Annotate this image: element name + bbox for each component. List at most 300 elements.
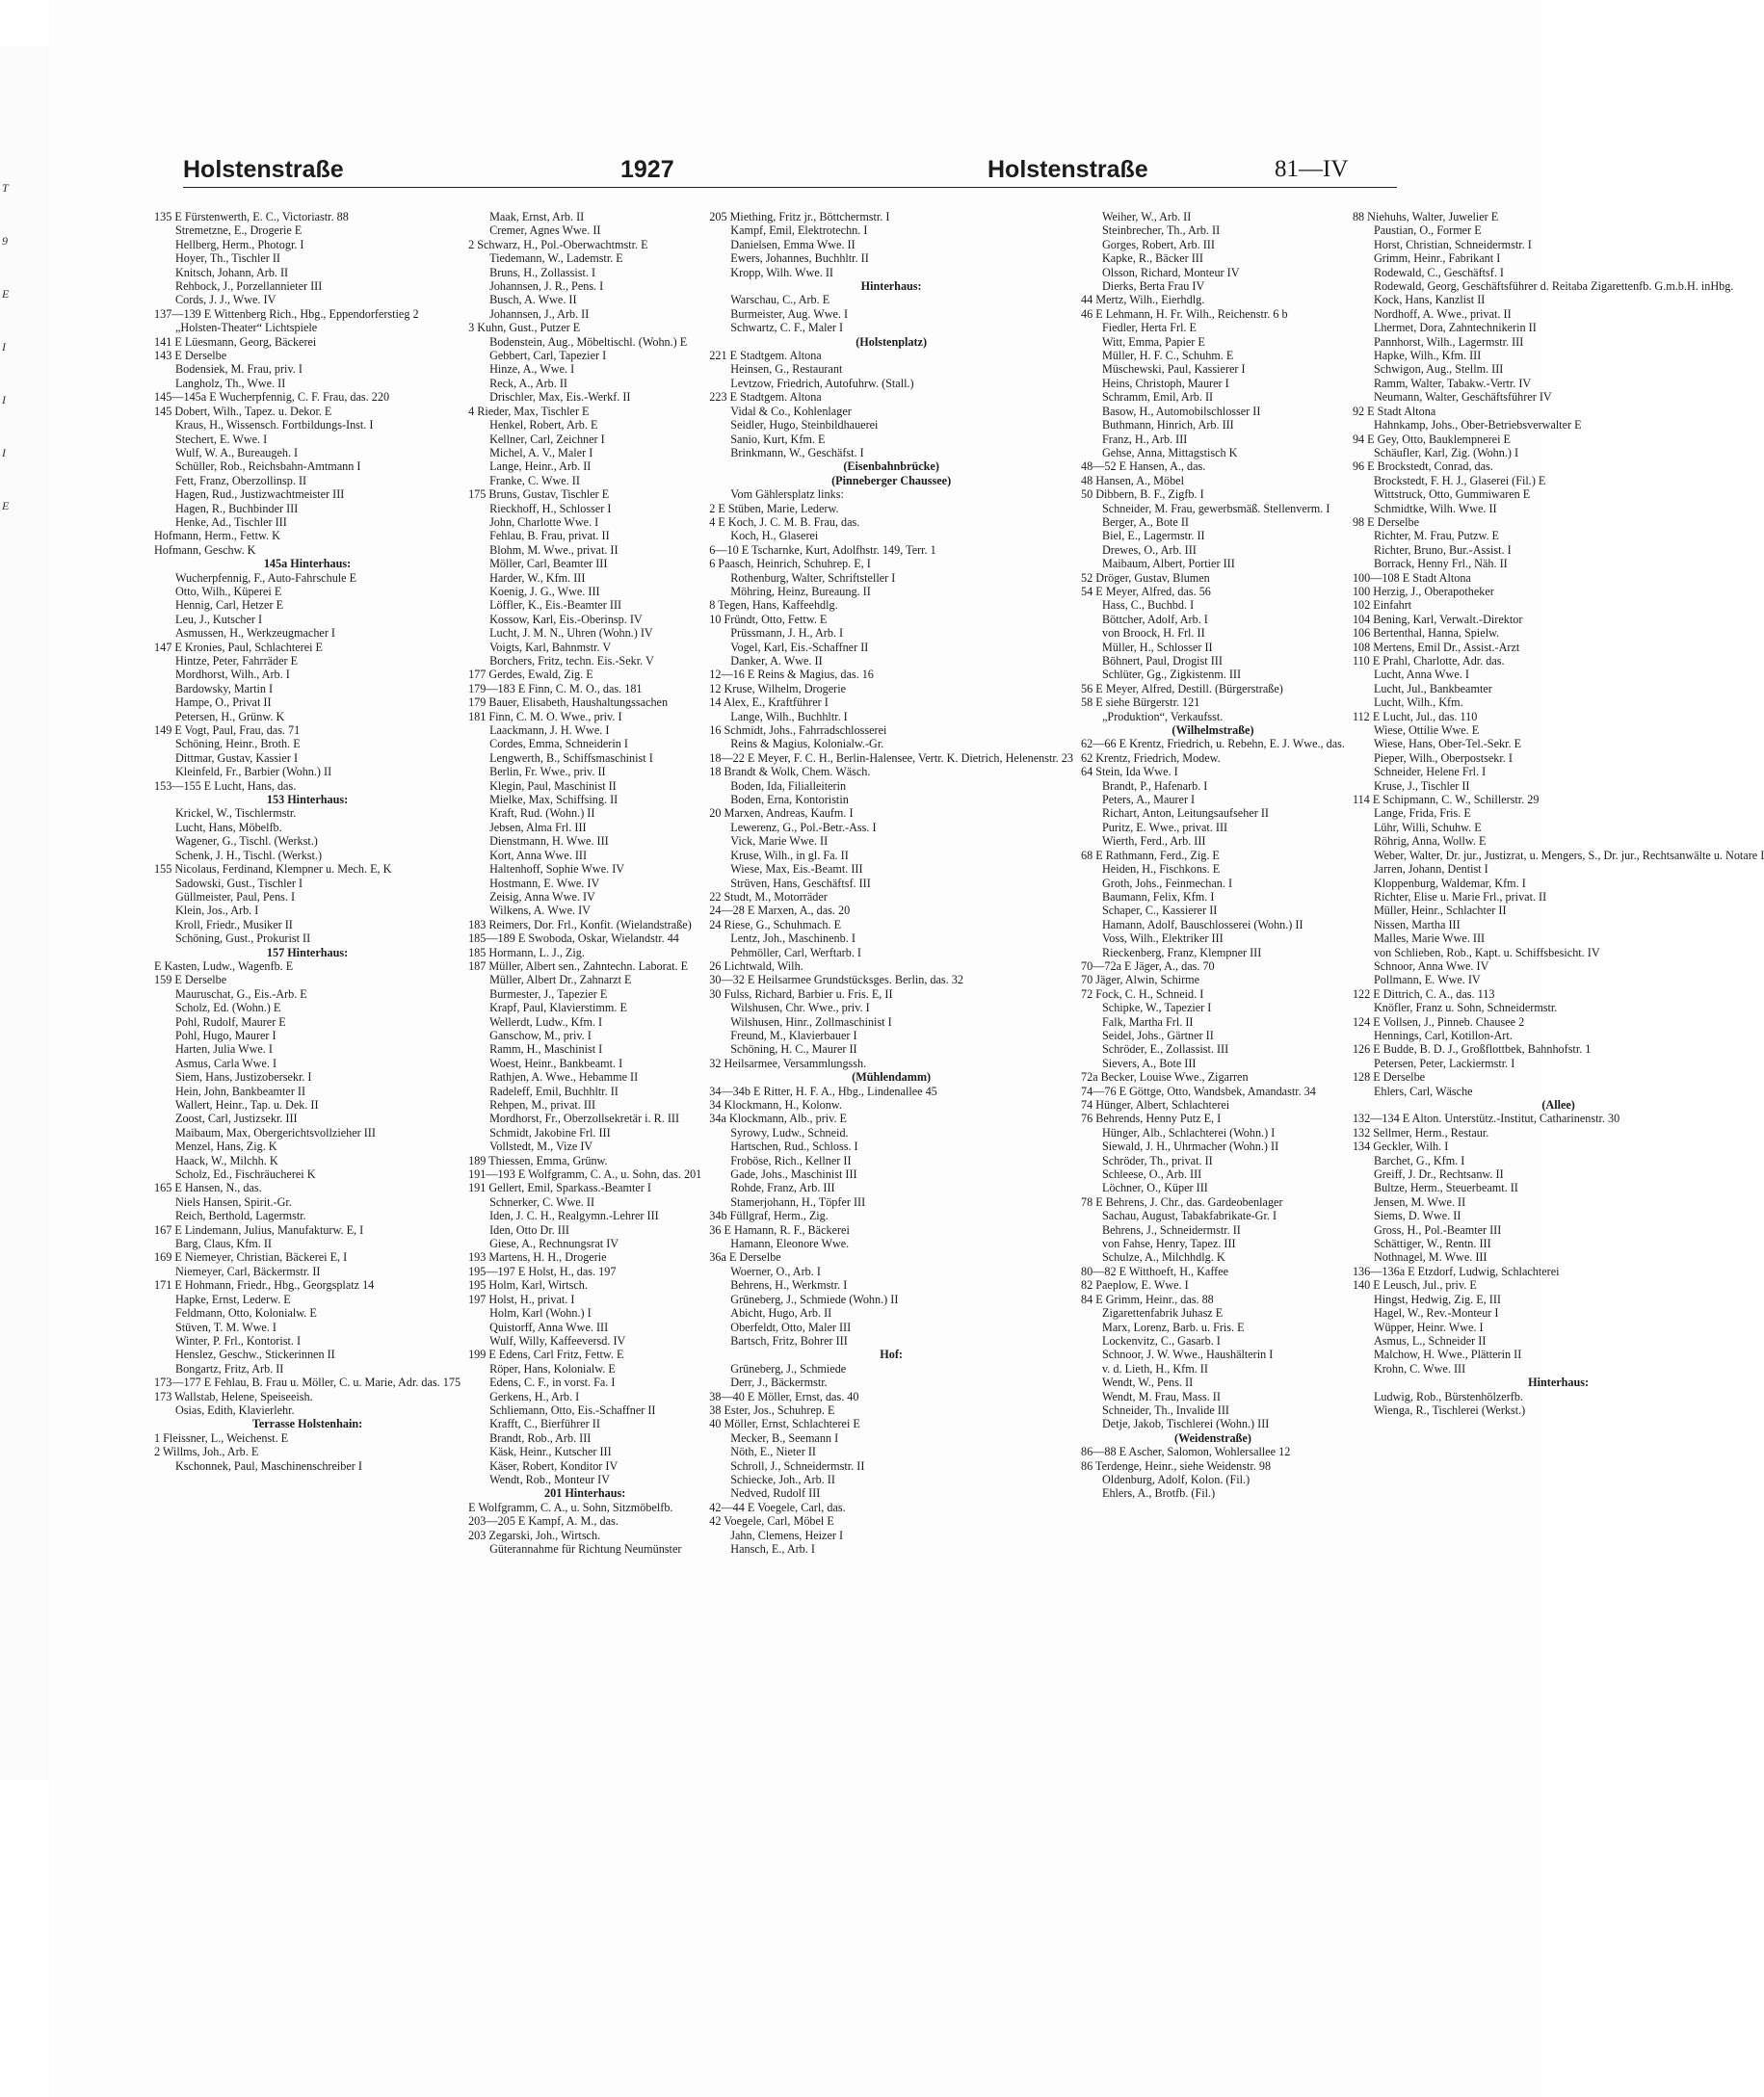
directory-entry: „Produktion“, Verkaufsst. (1102, 709, 1224, 723)
directory-entry: Müller, H., Schlosser II (1102, 640, 1213, 654)
directory-entry: 193 Martens, H. H., Drogerie (468, 1250, 607, 1265)
directory-entry: 36a E Derselbe (709, 1250, 781, 1265)
directory-entry: 86—88 E Ascher, Salomon, Wohlersallee 12 (1081, 1445, 1291, 1459)
directory-entry: Behrens, H., Werkmstr. I (730, 1278, 848, 1293)
directory-entry: 8 Tegen, Hans, Kaffeehdlg. (709, 598, 838, 613)
directory-entry: Langholz, Th., Wwe. II (175, 376, 286, 390)
directory-entry: 104 Bening, Karl, Verwalt.-Direktor (1352, 612, 1523, 626)
header-year: 1927 (620, 156, 674, 183)
directory-entry: 78 E Behrens, J. Chr., das. Gardeobenlager (1081, 1194, 1283, 1209)
directory-entry: Ramm, Walter, Tabakw.-Vertr. IV (1373, 376, 1532, 390)
directory-entry: Rodewald, C., Geschäftsf. I (1373, 265, 1504, 279)
directory-entry: Nordhoff, A. Wwe., privat. II (1373, 306, 1512, 321)
directory-entry: Rothenburg, Walter, Schriftsteller I (730, 570, 896, 585)
directory-entry: Lengwerth, B., Schiffsmaschinist I (489, 750, 653, 765)
directory-entry: Hoyer, Th., Tischler II (175, 251, 280, 266)
directory-entry: Tiedemann, W., Lademstr. E (489, 251, 623, 266)
directory-entry: Brandt, Rob., Arb. III (489, 1430, 592, 1445)
directory-entry: Hartschen, Rud., Schloss. I (730, 1140, 858, 1154)
directory-entry: Radeleff, Emil, Buchhltr. II (489, 1084, 619, 1098)
previous-page-fragment: E (2, 287, 10, 301)
directory-entry: 147 E Kronies, Paul, Schlachterei E (154, 640, 323, 654)
directory-entry: Schneider, M. Frau, gewerbsmäß. Stellenverm. I (1102, 501, 1330, 515)
directory-entry: Malchow, H. Wwe., Plätterin II (1373, 1348, 1522, 1362)
directory-entry: E Kasten, Ludw., Wagenfb. E (154, 958, 294, 973)
directory-entry: Iden, Otto Dr. III (489, 1222, 569, 1237)
directory-entry: Cordes, Emma, Schneiderin I (489, 737, 628, 751)
directory-entry: Klein, Jos., Arb. I (175, 904, 259, 918)
directory-entry: Wallert, Heinr., Tap. u. Dek. II (175, 1098, 319, 1112)
directory-entry: Müller, H. F. C., Schuhm. E (1102, 349, 1234, 363)
directory-entry: 14 Alex, E., Kraftführer I (709, 695, 829, 710)
directory-entry: Bodensiek, M. Frau, priv. I (175, 362, 303, 377)
directory-entry: Kschonnek, Paul, Maschinenschreiber I (175, 1458, 362, 1473)
directory-entry: 124 E Vollsen, J., Pinneb. Chausee 2 (1352, 1014, 1525, 1029)
previous-page-edge (0, 46, 49, 1780)
directory-entry: 191 Gellert, Emil, Sparkass.-Beamter I (468, 1181, 651, 1195)
directory-entry: 157 Hinterhaus: (266, 945, 349, 959)
directory-entry: Hamann, Eleonore Wwe. (730, 1237, 850, 1251)
directory-entry: 18 Brandt & Wolk, Chem. Wäsch. (709, 765, 871, 779)
directory-entry: Lange, Frida, Fris. E (1373, 806, 1471, 821)
directory-entry: Hansch, E., Arb. I (730, 1542, 815, 1556)
directory-entry: 64 Stein, Ida Wwe. I (1081, 765, 1178, 779)
directory-entry: 54 E Meyer, Alfred, das. 56 (1081, 584, 1211, 598)
directory-entry: Schaper, C., Kassierer II (1102, 904, 1218, 918)
directory-columns (154, 210, 1764, 1973)
directory-entry: Horst, Christian, Schneidermstr. I (1373, 237, 1532, 251)
directory-entry: 44 Mertz, Wilh., Eierhdlg. (1081, 293, 1205, 307)
header-street-right: Holstenstraße (987, 156, 1148, 183)
directory-entry: 56 E Meyer, Alfred, Destill. (Bürgerstraße) (1081, 681, 1283, 695)
directory-entry: 189 Thiessen, Emma, Grünw. (468, 1153, 608, 1167)
directory-entry: 48 Hansen, A., Möbel (1081, 473, 1184, 487)
directory-entry: 181 Finn, C. M. O. Wwe., priv. I (468, 709, 622, 723)
directory-entry: Gerkens, H., Arb. I (489, 1389, 580, 1403)
directory-entry: Vidal & Co., Kohlenlager (730, 404, 852, 418)
directory-entry: Seidler, Hugo, Steinbildhauerei (730, 418, 879, 433)
directory-entry: Levtzow, Friedrich, Autofuhrw. (Stall.) (730, 376, 914, 390)
directory-entry: 137—139 E Wittenberg Rich., Hbg., Eppendorferstieg 2 (154, 306, 419, 321)
directory-entry: 46 E Lehmann, H. Fr. Wilh., Reichenstr. 6 b (1081, 306, 1288, 321)
directory-entry: Wendt, M. Frau, Mass. II (1102, 1389, 1221, 1403)
directory-entry: Kruse, J., Tischler II (1373, 778, 1470, 793)
directory-entry: Koenig, J. G., Wwe. III (489, 584, 600, 598)
directory-entry: Baumann, Felix, Kfm. I (1102, 889, 1215, 904)
directory-entry: Wiese, Ottilie Wwe. E (1373, 723, 1480, 738)
directory-entry: 145a Hinterhaus: (263, 557, 352, 571)
directory-entry: Krafft, C., Bierführer II (489, 1417, 600, 1431)
directory-entry: von Fahse, Henry, Tapez. III (1102, 1237, 1236, 1251)
directory-entry: Hingst, Hedwig, Zig. E, III (1373, 1292, 1501, 1306)
directory-entry: Terrasse Holstenhain: (251, 1417, 363, 1431)
directory-entry: Pehmöller, Carl, Werftarb. I (730, 945, 861, 959)
directory-entry: 6 Paasch, Heinrich, Schuhrep. E, I (709, 557, 871, 571)
directory-entry: Hagel, W., Rev.-Monteur I (1373, 1306, 1499, 1321)
directory-entry: Jarren, Johann, Dentist I (1373, 862, 1488, 877)
directory-entry: Olsson, Richard, Monteur IV (1102, 265, 1240, 279)
directory-entry: 50 Dibbern, B. F., Zigfb. I (1081, 487, 1204, 502)
directory-entry: Wagener, G., Tischl. (Werkst.) (175, 834, 318, 849)
directory-entry: Hennings, Carl, Kotillon-Art. (1373, 1028, 1513, 1042)
directory-entry: Richter, Bruno, Bur.-Assist. I (1373, 542, 1512, 557)
directory-entry: Haack, W., Milchh. K (175, 1153, 278, 1167)
directory-entry: Löchner, O., Küper III (1102, 1181, 1208, 1195)
directory-column-2 (468, 210, 701, 1973)
directory-entry: Wendt, W., Pens. II (1102, 1376, 1194, 1390)
directory-entry: Berger, A., Bote II (1102, 514, 1189, 529)
directory-entry: Rieckhoff, H., Schlosser I (489, 501, 612, 515)
directory-entry: Kraus, H., Wissensch. Fortbildungs-Inst. I (175, 418, 374, 433)
directory-entry: Lange, Heinr., Arb. II (489, 459, 592, 474)
directory-entry: Schöning, Heinr., Broth. E (175, 737, 301, 751)
directory-entry: Schramm, Emil, Arb. II (1102, 390, 1214, 405)
directory-page (48, 0, 1764, 2097)
directory-entry: Woest, Heinr., Bankbeamt. I (489, 1056, 623, 1070)
directory-entry: 84 E Grimm, Heinr., das. 88 (1081, 1292, 1214, 1306)
directory-entry: v. d. Lieth, H., Kfm. II (1102, 1361, 1208, 1376)
directory-entry: Burmester, J., Tapezier E (489, 986, 608, 1001)
directory-entry: 122 E Dittrich, C. A., das. 113 (1352, 986, 1495, 1001)
directory-entry: Ganschow, M., priv. I (489, 1028, 592, 1042)
directory-entry: Schöning, Gust., Prokurist II (175, 931, 311, 946)
directory-entry: Siems, D. Wwe. II (1373, 1209, 1461, 1223)
directory-entry: Knöfler, Franz u. Sohn, Schneidermstr. (1373, 1001, 1558, 1015)
directory-entry: Falk, Martha Frl. II (1102, 1014, 1194, 1029)
directory-entry: 205 Miething, Fritz jr., Böttchermstr. I (709, 210, 890, 223)
directory-entry: Otto, Wilh., Küperei E (175, 584, 282, 598)
directory-entry: Wüpper, Heinr. Wwe. I (1373, 1320, 1484, 1334)
directory-entry: Schlüter, Gg., Zigkistenm. III (1102, 668, 1242, 682)
directory-entry: Asmus, L., Schneider II (1373, 1333, 1487, 1348)
directory-entry: Nedved, Rudolf III (730, 1486, 821, 1501)
directory-entry: 141 E Lüesmann, Georg, Bäckerei (154, 334, 317, 349)
directory-entry: von Schlieben, Rob., Kapt. u. Schiffsbesicht. IV (1373, 945, 1600, 959)
directory-entry: Lucht, Anna Wwe. I (1373, 668, 1469, 682)
directory-entry: 179—183 E Finn, C. M. O., das. 181 (468, 681, 643, 695)
directory-entry: Heinsen, G., Restaurant (730, 362, 843, 377)
directory-entry: Sadowski, Gust., Tischler I (175, 876, 303, 890)
previous-page-fragment: I (2, 446, 6, 459)
directory-entry: Seidel, Johs., Gärtner II (1102, 1028, 1214, 1042)
directory-entry: 34b Füllgraf, Herm., Zig. (709, 1209, 829, 1223)
directory-entry: 52 Dröger, Gustav, Blumen (1081, 570, 1210, 585)
directory-entry: Grimm, Heinr., Fabrikant I (1373, 251, 1501, 266)
directory-entry: Möller, Carl, Beamter III (489, 557, 608, 571)
directory-entry: (Holstenplatz) (856, 334, 928, 349)
directory-entry: Sachau, August, Tabakfabrikate-Gr. I (1102, 1209, 1277, 1223)
directory-entry: 12 Kruse, Wilhelm, Drogerie (709, 681, 847, 695)
directory-entry: Laackmann, J. H. Wwe. I (489, 723, 610, 738)
directory-entry: 183 Reimers, Dor. Frl., Konfit. (Wielandstraße) (468, 917, 692, 931)
directory-entry: Wucherpfennig, F., Auto-Fahrschule E (175, 570, 357, 585)
directory-entry: Lucht, Wilh., Kfm. (1373, 695, 1463, 710)
directory-entry: Müller, Albert Dr., Zahnarzt E (489, 973, 632, 987)
directory-entry: Basow, H., Automobilschlosser II (1102, 404, 1261, 418)
directory-entry: Kossow, Karl, Eis.-Oberinsp. IV (489, 612, 643, 626)
directory-entry: Grüneberg, J., Schmiede (730, 1361, 847, 1376)
directory-entry: Wiese, Hans, Ober-Tel.-Sekr. E (1373, 737, 1522, 751)
directory-entry: 94 E Gey, Otto, Bauklempnerei E (1352, 432, 1511, 446)
directory-entry: Müller, Heinr., Schlachter II (1373, 904, 1507, 918)
directory-entry: Stremetzne, E., Drogerie E (175, 223, 303, 238)
directory-entry: Schenk, J. H., Tischl. (Werkst.) (175, 848, 323, 862)
directory-entry: 102 Einfahrt (1352, 598, 1412, 613)
directory-entry: 62—66 E Krentz, Friedrich, u. Rebehn, E. J. Wwe., das. (1081, 737, 1345, 751)
directory-entry: Bultze, Herm., Steuerbeamt. II (1373, 1181, 1518, 1195)
directory-entry: Schulze, A., Milchhdlg. K (1102, 1250, 1225, 1265)
directory-entry: Borrack, Henny Frl., Näh. II (1373, 557, 1508, 571)
directory-entry: 16 Schmidt, Johs., Fahrradschlosserei (709, 723, 887, 738)
directory-entry: Brandt, P., Hafenarb. I (1102, 778, 1208, 793)
directory-entry: Schneider, Th., Invalide III (1102, 1402, 1229, 1417)
directory-entry: (Wilhelmstraße) (1172, 723, 1254, 738)
directory-entry: Wendt, Rob., Monteur IV (489, 1472, 611, 1486)
directory-entry: Schnoor, J. W. Wwe., Haushälterin I (1102, 1348, 1274, 1362)
directory-entry: Kock, Hans, Kanzlist II (1373, 293, 1486, 307)
directory-entry: Prüssmann, J. H., Arb. I (730, 626, 844, 641)
directory-entry: Biel, E., Lagermstr. II (1102, 529, 1205, 543)
directory-entry: Stamerjohann, H., Töpfer III (730, 1194, 866, 1209)
directory-entry: 221 E Stadtgem. Altona (709, 349, 822, 363)
directory-entry: 30 Fulss, Richard, Barbier u. Fris. E, II (709, 986, 893, 1001)
directory-entry: von Broock, H. Frl. II (1102, 626, 1205, 641)
directory-entry: Müschewski, Paul, Kassierer I (1102, 362, 1246, 377)
directory-entry: Zeisig, Anna Wwe. IV (489, 889, 595, 904)
directory-entry: 199 E Edens, Carl Fritz, Fettw. E (468, 1348, 624, 1362)
directory-entry: Kraft, Rud. (Wohn.) II (489, 806, 595, 821)
directory-entry: Steinbrecher, Th., Arb. II (1102, 223, 1221, 238)
directory-entry: Woerner, O., Arb. I (730, 1264, 821, 1278)
directory-entry: 34—34b E Ritter, H. F. A., Hbg., Lindenallee 45 (709, 1084, 937, 1098)
directory-entry: Wulf, Willy, Kaffeeversd. IV (489, 1333, 626, 1348)
directory-entry: Niels Hansen, Spirit.-Gr. (175, 1194, 292, 1209)
directory-entry: Malles, Marie Wwe. III (1373, 931, 1486, 946)
directory-entry: 126 E Budde, B. D. J., Großflottbek, Bahnhofstr. 1 (1352, 1042, 1592, 1057)
directory-entry: Schöning, H. C., Maurer II (730, 1042, 857, 1057)
directory-entry: 110 E Prahl, Charlotte, Adr. das. (1352, 654, 1505, 668)
directory-entry: Michel, A. V., Maler I (489, 445, 593, 459)
directory-entry: 40 Möller, Ernst, Schlachterei E (709, 1417, 860, 1431)
directory-entry: Voss, Wilh., Elektriker III (1102, 931, 1224, 946)
directory-entry: 145 Dobert, Wilh., Tapez. u. Dekor. E (154, 404, 332, 418)
directory-entry: Schüller, Rob., Reichsbahn-Amtmann I (175, 459, 361, 474)
directory-entry: Oldenburg, Adolf, Kolon. (Fil.) (1102, 1472, 1251, 1486)
directory-entry: Niemeyer, Carl, Bäckermstr. II (175, 1264, 321, 1278)
directory-entry: Hagen, R., Buchbinder III (175, 501, 299, 515)
directory-entry: Schnerker, C. Wwe. II (489, 1194, 594, 1209)
directory-entry: Schmidtke, Wilh. Wwe. II (1373, 501, 1497, 515)
directory-entry: 74 Hünger, Albert, Schlachterei (1081, 1098, 1230, 1112)
directory-entry: Güterannahme für Richtung Neumünster (489, 1542, 682, 1556)
directory-entry: 173—177 E Fehlau, B. Frau u. Möller, C. u. Marie, Adr. das. 175 (154, 1376, 461, 1390)
directory-entry: 167 E Lindemann, Julius, Manufakturw. E, I (154, 1222, 364, 1237)
directory-entry: Puritz, E. Wwe., privat. III (1102, 820, 1228, 834)
directory-entry: Jahn, Clemens, Heizer I (730, 1528, 844, 1542)
directory-entry: (Pinneberger Chaussee) (831, 473, 952, 487)
directory-entry: 191—193 E Wolfgramm, C. A., u. Sohn, das. 201 (468, 1167, 702, 1182)
directory-entry: Vick, Marie Wwe. II (730, 834, 829, 849)
directory-entry: Osias, Edith, Klavierlehr. (175, 1402, 295, 1417)
directory-entry: 179 Bauer, Elisabeth, Haushaltungssachen (468, 695, 669, 710)
directory-entry: Hünger, Alb., Schlachterei (Wohn.) I (1102, 1125, 1276, 1140)
directory-entry: Petersen, Peter, Lackiermstr. I (1373, 1056, 1515, 1070)
directory-entry: Schneider, Helene Frl. I (1373, 765, 1487, 779)
directory-entry: 38 Ester, Jos., Schuhrep. E (709, 1402, 835, 1417)
directory-entry: Lühr, Willi, Schuhw. E (1373, 820, 1482, 834)
directory-entry: 26 Lichtwald, Wilh. (709, 958, 803, 973)
directory-entry: 2 Willms, Joh., Arb. E (154, 1445, 259, 1459)
directory-entry: Hof: (880, 1348, 903, 1362)
directory-entry: 1 Fleissner, L., Weichenst. E (154, 1430, 289, 1445)
directory-entry: Weiher, W., Arb. II (1102, 210, 1192, 223)
directory-entry: Hapke, Wilh., Kfm. III (1373, 349, 1482, 363)
directory-entry: Lhermet, Dora, Zahntechnikerin II (1373, 321, 1537, 335)
directory-entry: Hintze, Peter, Fahrräder E (175, 654, 299, 668)
directory-entry: Quistorff, Anna Wwe. III (489, 1320, 609, 1334)
directory-entry: Richart, Anton, Leitungsaufseher II (1102, 806, 1269, 821)
directory-entry: Voigts, Karl, Bahnmstr. V (489, 640, 612, 654)
directory-entry: 203 Zegarski, Joh., Wirtsch. (468, 1528, 601, 1542)
directory-entry: Richter, Elise u. Marie Frl., privat. II (1373, 889, 1547, 904)
directory-entry: Dierks, Berta Frau IV (1102, 279, 1205, 294)
directory-entry: 48—52 E Hansen, A., das. (1081, 459, 1206, 474)
directory-entry: 132—134 E Alton. Unterstütz.-Institut, Catharinenstr. 30 (1352, 1112, 1620, 1126)
directory-entry: Hinterhaus: (1528, 1376, 1590, 1390)
directory-entry: Wittstruck, Otto, Gummiwaren E (1373, 487, 1531, 502)
directory-entry: 153 Hinterhaus: (266, 793, 349, 807)
directory-entry: Hamann, Adolf, Bauschlosserei (Wohn.) II (1102, 917, 1303, 931)
directory-entry: Drewes, O., Arb. III (1102, 542, 1197, 557)
directory-entry: Paustian, O., Former E (1373, 223, 1482, 238)
directory-entry: 171 E Hohmann, Friedr., Hbg., Georgsplatz 14 (154, 1278, 375, 1293)
directory-entry: Böttcher, Adolf, Arb. I (1102, 612, 1208, 626)
directory-entry: Johannsen, J., Arb. II (489, 306, 590, 321)
directory-entry: Asmus, Carla Wwe. I (175, 1056, 277, 1070)
directory-entry: Brockstedt, F. H. J., Glaserei (Fil.) E (1373, 473, 1546, 487)
directory-entry: Nothnagel, M. Wwe. III (1373, 1250, 1488, 1265)
directory-entry: Behrens, J., Schneidermstr. II (1102, 1222, 1241, 1237)
directory-entry: Syrowy, Ludw., Schneid. (730, 1125, 849, 1140)
directory-entry: 86 Terdenge, Heinr., siehe Weidenstr. 98 (1081, 1458, 1272, 1473)
directory-entry: 22 Studt, M., Motorräder (709, 889, 828, 904)
directory-entry: Wienga, R., Tischlerei (Werkst.) (1373, 1402, 1526, 1417)
directory-entry: Ehlers, A., Brotfb. (Fil.) (1102, 1486, 1216, 1501)
directory-entry: Rathjen, A. Wwe., Hebamme II (489, 1070, 639, 1085)
directory-entry: (Eisenbahnbrücke) (843, 459, 939, 474)
directory-entry: Röper, Hans, Kolonialw. E (489, 1361, 616, 1376)
directory-entry: Petersen, H., Grünw. K (175, 709, 285, 723)
directory-entry: Barchet, G., Kfm. I (1373, 1153, 1465, 1167)
directory-entry: Derr, J., Bäckermstr. (730, 1376, 828, 1390)
directory-entry: Käsk, Heinr., Kutscher III (489, 1445, 612, 1459)
directory-entry: Dittmar, Gustav, Kassier I (175, 750, 298, 765)
directory-entry: Hein, John, Bankbeamter II (175, 1084, 306, 1098)
directory-entry: Lewerenz, G., Pol.-Betr.-Ass. I (730, 820, 877, 834)
directory-entry: Zoost, Carl, Justizsekr. III (175, 1112, 298, 1126)
directory-entry: Rieckenberg, Franz, Klempner III (1102, 945, 1262, 959)
directory-entry: 12—16 E Reins & Magius, das. 16 (709, 668, 874, 682)
directory-entry: 149 E Vogt, Paul, Frau, das. 71 (154, 723, 301, 738)
directory-entry: Johannsen, J. R., Pens. I (489, 279, 604, 294)
directory-entry: Rehpen, M., privat. III (489, 1098, 596, 1112)
directory-entry: 155 Nicolaus, Ferdinand, Klempner u. Mech. E, K (154, 862, 392, 877)
directory-entry: Grüneberg, J., Schmiede (Wohn.) II (730, 1292, 899, 1306)
directory-entry: 100—108 E Stadt Altona (1352, 570, 1471, 585)
directory-entry: 223 E Stadtgem. Altona (709, 390, 822, 405)
directory-entry: Iden, J. C. H., Realgymn.-Lehrer III (489, 1209, 659, 1223)
directory-entry: Ramm, H., Maschinist I (489, 1042, 603, 1057)
directory-entry: Fehlau, B. Frau, privat. II (489, 529, 610, 543)
directory-entry: Leu, J., Kutscher I (175, 612, 263, 626)
directory-entry: Krapf, Paul, Klavierstimm. E (489, 1001, 627, 1015)
directory-entry: Nöth, E., Nieter II (730, 1445, 816, 1459)
directory-entry: Dienstmann, H. Wwe. III (489, 834, 609, 849)
directory-entry: Buthmann, Hinrich, Arb. III (1102, 418, 1234, 433)
directory-entry: Löffler, K., Eis.-Beamter III (489, 598, 622, 613)
directory-entry: Marx, Lorenz, Barb. u. Fris. E (1102, 1320, 1245, 1334)
directory-entry: 195—197 E Holst, H., das. 197 (468, 1264, 617, 1278)
directory-entry: Fett, Franz, Oberzollinsp. II (175, 473, 307, 487)
directory-entry: Hass, C., Buchbd. I (1102, 598, 1195, 613)
directory-entry: 143 E Derselbe (154, 349, 227, 363)
directory-entry: Cords, J. J., Wwe. IV (175, 293, 276, 307)
directory-entry: Hampe, O., Privat II (175, 695, 272, 710)
directory-entry: Bruns, H., Zollassist. I (489, 265, 596, 279)
directory-entry: E Wolfgramm, C. A., u. Sohn, Sitzmöbelfb. (468, 1500, 673, 1514)
directory-entry: Barg, Claus, Kfm. II (175, 1237, 272, 1251)
directory-entry: Strüven, Hans, Geschäftsf. III (730, 876, 871, 890)
directory-entry: Witt, Emma, Papier E (1102, 334, 1205, 349)
directory-entry: Edens, C. F., in vorst. Fa. I (489, 1376, 616, 1390)
directory-entry: Schiecke, Joh., Arb. II (730, 1472, 835, 1486)
directory-entry: 30—32 E Heilsarmee Grundstücksges. Berlin, das. 32 (709, 973, 963, 987)
directory-entry: Rehbock, J., Porzellannieter III (175, 279, 323, 294)
directory-entry: Schleese, O., Arb. III (1102, 1167, 1202, 1182)
directory-entry: Käser, Robert, Konditor IV (489, 1458, 619, 1473)
directory-entry: 70 Jäger, Alwin, Schirme (1081, 973, 1200, 987)
directory-entry: Wierth, Ferd., Arb. III (1102, 834, 1206, 849)
directory-entry: Jensen, M. Wwe. II (1373, 1194, 1466, 1209)
directory-entry: Kampf, Emil, Elektrotechn. I (730, 223, 868, 238)
directory-entry: 177 Gerdes, Ewald, Zig. E (468, 668, 593, 682)
directory-entry: Heiden, H., Fischkons. E (1102, 862, 1221, 877)
directory-entry: 10 Fründt, Otto, Fettw. E (709, 612, 828, 626)
directory-entry: Maibaum, Max, Obergerichtsvollzieher III (175, 1125, 376, 1140)
directory-entry: Vollstedt, M., Vize IV (489, 1140, 593, 1154)
directory-entry: Siem, Hans, Justizobersekr. I (175, 1070, 312, 1085)
directory-entry: Detje, Jakob, Tischlerei (Wohn.) III (1102, 1417, 1270, 1431)
directory-entry: 76 Behrends, Henny Putz E, I (1081, 1112, 1222, 1126)
directory-entry: Kruse, Wilh., in gl. Fa. II (730, 848, 849, 862)
directory-entry: 38—40 E Möller, Ernst, das. 40 (709, 1389, 859, 1403)
directory-entry: Möhring, Heinz, Bureaung. II (730, 584, 871, 598)
directory-entry: Kleinfeld, Fr., Barbier (Wohn.) II (175, 765, 332, 779)
directory-entry: Pohl, Rudolf, Maurer E (175, 1014, 286, 1029)
directory-entry: Hapke, Ernst, Lederw. E (175, 1292, 291, 1306)
directory-entry: 135 E Fürstenwerth, E. C., Victoriastr. 88 (154, 210, 349, 223)
directory-entry: Abicht, Hugo, Arb. II (730, 1306, 832, 1321)
directory-entry: Winter, P. Frl., Kontorist. I (175, 1333, 302, 1348)
directory-entry: 185 Hormann, L. J., Zig. (468, 945, 585, 959)
directory-entry: Gorges, Robert, Arb. III (1102, 237, 1215, 251)
directory-entry: Reck, A., Arb. II (489, 376, 567, 390)
directory-entry: Siewald, J. H., Uhrmacher (Wohn.) II (1102, 1140, 1279, 1154)
directory-entry: Hostmann, E. Wwe. IV (489, 876, 600, 890)
directory-entry: 106 Bertenthal, Hanna, Spielw. (1352, 626, 1500, 641)
directory-entry: Danker, A. Wwe. II (730, 654, 823, 668)
directory-entry: 34a Klockmann, Alb., priv. E (709, 1112, 847, 1126)
